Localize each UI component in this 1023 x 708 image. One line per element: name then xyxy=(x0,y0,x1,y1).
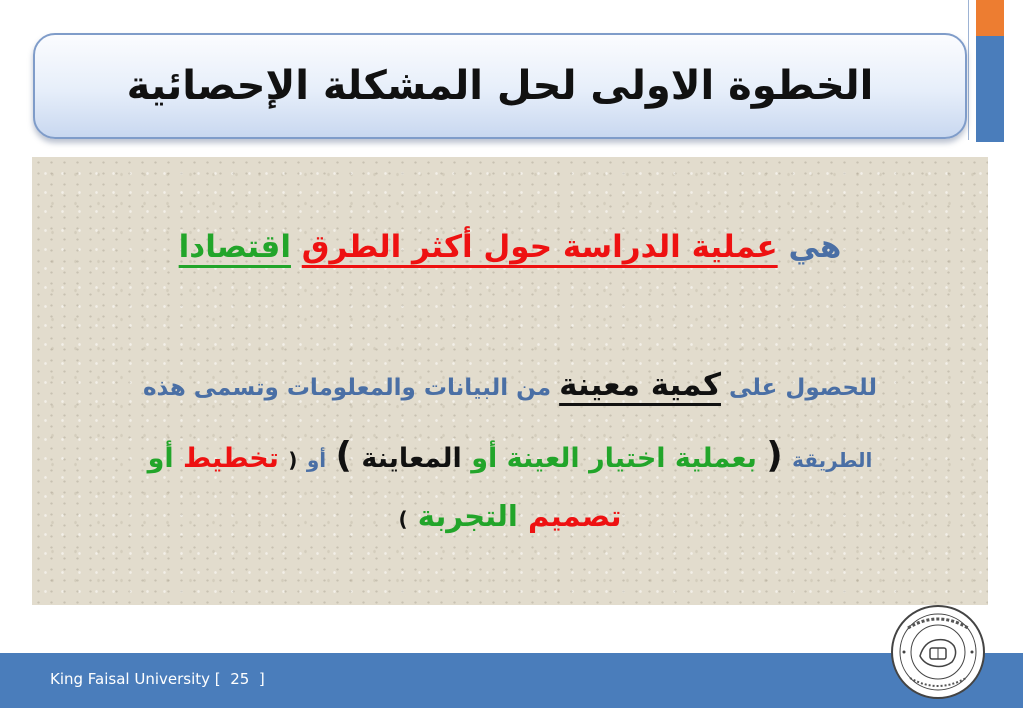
body-line-4 xyxy=(32,499,988,533)
body-line-2 xyxy=(32,367,988,403)
footer-bar xyxy=(0,653,1023,708)
close-paren: ) xyxy=(335,435,352,476)
line2-key: كمية معينة xyxy=(559,367,721,403)
definition-highlight: اقتصادا xyxy=(178,229,291,265)
page-number: 25 xyxy=(230,670,250,688)
slide-title: الخطوة الاولى لحل المشكلة الإحصائية xyxy=(126,63,874,109)
body-line-3 xyxy=(32,435,988,476)
accent-line xyxy=(968,0,969,140)
experiment-text: التجربة xyxy=(417,499,518,533)
accent-bar-orange xyxy=(976,0,1004,36)
footer-text xyxy=(50,670,265,688)
close-paren-end: ) xyxy=(398,507,408,531)
inspection-text: المعاينة xyxy=(361,443,462,474)
planning-text: تخطيط xyxy=(183,443,279,474)
line2-end: من البيانات والمعلومات وتسمى هذه xyxy=(142,375,552,401)
definition-phrase: عملية الدراسة حول أكثر الطرق xyxy=(301,229,778,265)
line3-start: الطريقة xyxy=(792,448,873,472)
title-box xyxy=(33,33,967,139)
open-paren-small: ( xyxy=(288,448,298,472)
university-seal-icon xyxy=(890,604,986,700)
definition-line xyxy=(32,229,988,265)
footer-university: King Faisal University [ xyxy=(50,670,221,688)
design-text: تصميم xyxy=(527,499,622,533)
line2-start: للحصول على xyxy=(729,375,878,401)
or-green: أو xyxy=(147,443,174,474)
sampling-text: بعملية اختيار العينة أو xyxy=(471,443,757,474)
or-small: أو xyxy=(306,448,327,472)
content-panel xyxy=(32,157,988,605)
open-paren: ( xyxy=(766,435,783,476)
definition-prefix: هي xyxy=(788,229,842,265)
footer-bracket: ] xyxy=(258,670,265,688)
accent-bar-blue xyxy=(976,36,1004,142)
